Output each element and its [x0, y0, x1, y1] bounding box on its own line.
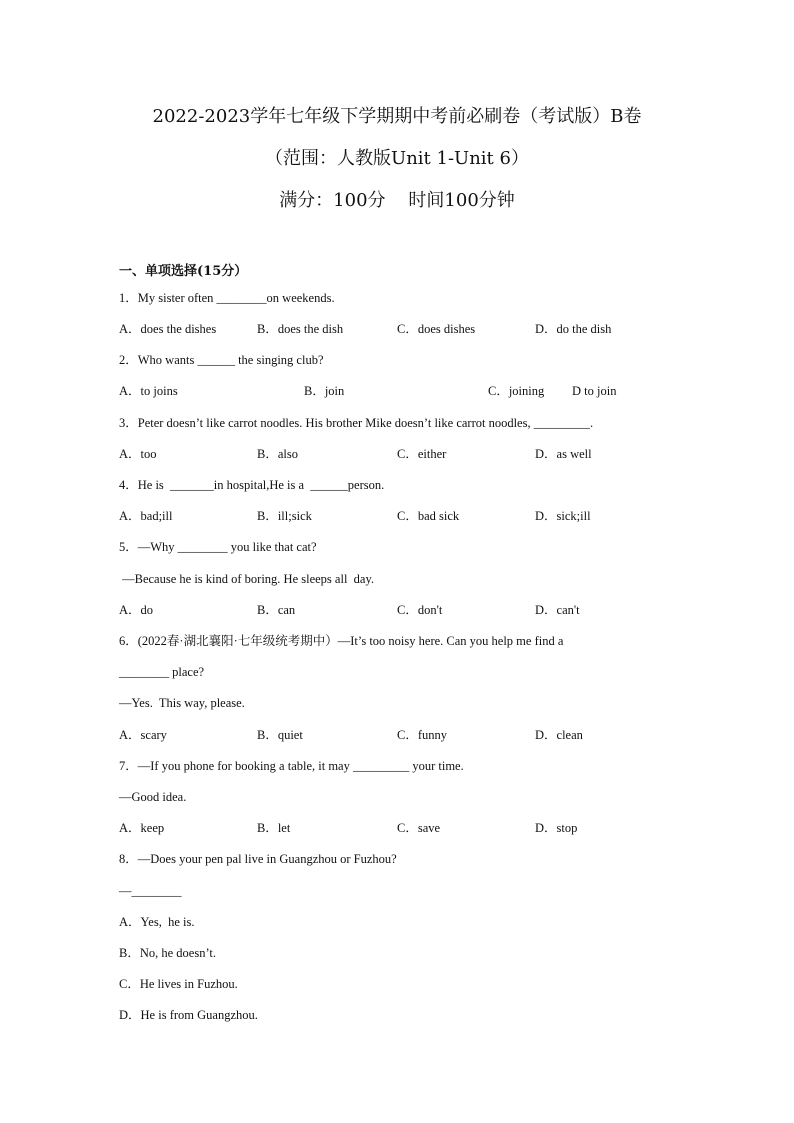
q6-option-a: A．scary: [119, 728, 167, 742]
q7-option-b: B．let: [257, 821, 291, 835]
q8-option-b: B．No, he doesn’t.: [119, 946, 216, 960]
exam-title: 2022-2023学年七年级下学期期中考前必刷卷（考试版）B卷: [152, 106, 642, 127]
question-5-stem: 5．—Why ________ you like that cat?: [119, 540, 317, 554]
question-1-stem: 1．My sister often ________on weekends.: [119, 291, 335, 305]
q3-option-d: D．as well: [535, 447, 592, 461]
question-3-stem: 3．Peter doesn’t like carrot noodles. His brother Mike doesn’t like carrot noodles, _________.: [119, 416, 594, 430]
q8-option-a: A．Yes, he is.: [119, 915, 195, 929]
question-8-stem: 8．—Does your pen pal live in Guangzhou or Fuzhou?: [119, 852, 397, 866]
question-6-stem-cont: ________ place?: [119, 665, 205, 679]
q7-option-a: A．keep: [119, 821, 165, 835]
q3-option-a: A．too: [119, 447, 157, 461]
q7-option-d: D．stop: [535, 821, 578, 835]
q4-option-b: B．ill;sick: [257, 509, 312, 523]
q6-option-c: C．funny: [397, 728, 448, 742]
question-7-stem: 7．—If you phone for booking a table, it may _________ your time.: [119, 759, 464, 773]
question-2-stem: 2．Who wants ______ the singing club?: [119, 353, 324, 367]
q3-option-b: B．also: [257, 447, 298, 461]
q6-option-d: D．clean: [535, 728, 583, 742]
q8-option-d: D．He is from Guangzhou.: [119, 1008, 258, 1022]
exam-score-time: 满分：100分 时间100分钟: [279, 190, 515, 211]
q1-option-c: C．does dishes: [397, 322, 476, 336]
q4-option-a: A．bad;ill: [119, 509, 173, 523]
q5-option-b: B．can: [257, 603, 296, 617]
q6-option-b: B．quiet: [257, 728, 303, 742]
q7-option-c: C．save: [397, 821, 441, 835]
question-6-stem: 6．(2022春·湖北襄阳·七年级统考期中）—It’s too noisy here. Can you help me find a: [119, 634, 564, 648]
q2-option-a: A．to joins: [119, 384, 178, 398]
q3-option-c: C．either: [397, 447, 447, 461]
q5-option-d: D．can't: [535, 603, 580, 617]
q2-option-c: C．joining: [488, 384, 545, 398]
q2-option-b: B．join: [304, 384, 345, 398]
question-7-reply: —Good idea.: [119, 790, 187, 804]
q1-option-b: B．does the dish: [257, 322, 344, 336]
q2-option-d: D to join: [572, 384, 617, 398]
section-heading: 一、单项选择(15分）: [119, 264, 248, 279]
q4-option-c: C．bad sick: [397, 509, 460, 523]
q4-option-d: D．sick;ill: [535, 509, 591, 523]
q5-option-c: C．don't: [397, 603, 443, 617]
exam-range: （范围：人教版Unit 1-Unit 6）: [265, 148, 529, 169]
question-5-reply: —Because he is kind of boring. He sleeps all day.: [119, 572, 375, 586]
q1-option-a: A．does the dishes: [119, 322, 217, 336]
q1-option-d: D．do the dish: [535, 322, 612, 336]
question-8-reply: —________: [119, 884, 182, 898]
question-4-stem: 4．He is _______in hospital,He is a ______person.: [119, 478, 385, 492]
q8-option-c: C．He lives in Fuzhou.: [119, 977, 238, 991]
q5-option-a: A．do: [119, 603, 154, 617]
question-6-reply: —Yes. This way, please.: [119, 696, 245, 710]
